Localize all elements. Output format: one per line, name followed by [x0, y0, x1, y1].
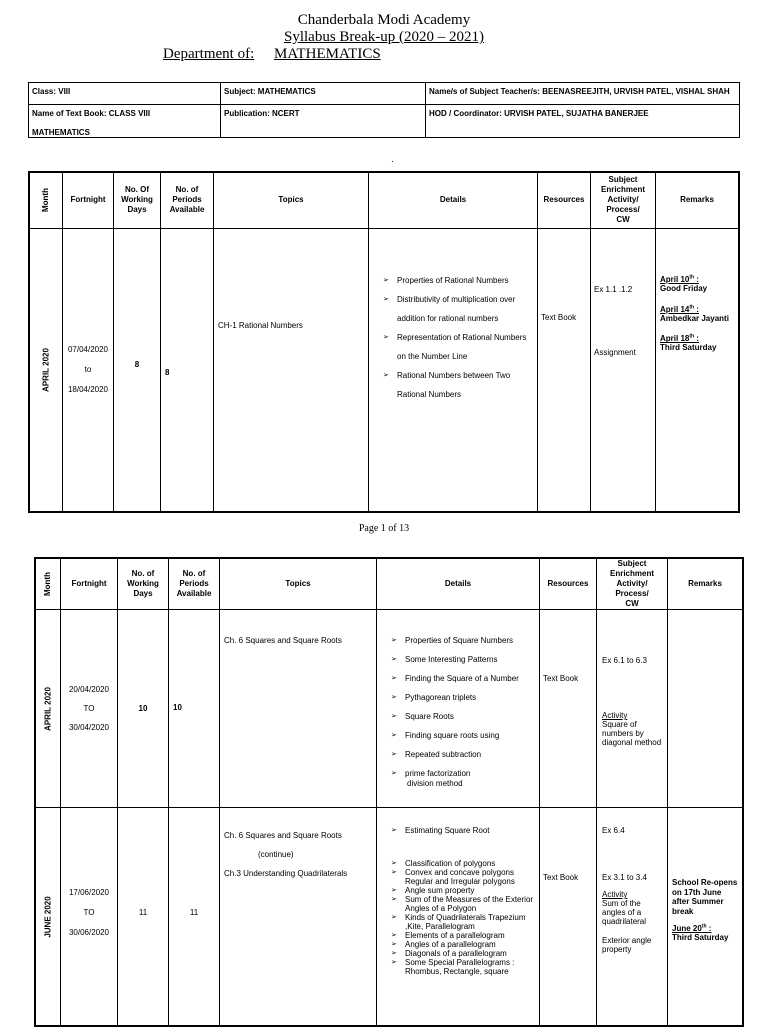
working-days-cell: 11: [118, 808, 169, 1027]
list-item: ➢ prime factorization: [381, 769, 535, 779]
list-item: ➢ Finding the Square of a Number: [381, 674, 535, 684]
topics-header: Topics: [214, 172, 369, 228]
page-number: Page 1 of 13: [358, 523, 410, 534]
periods-header: No. of Periods Available: [169, 558, 220, 610]
fortnight-cell: 07/04/2020 to 18/04/2020: [63, 228, 114, 512]
list-item: ➢ Angle sum property: [381, 886, 535, 895]
remarks-cell: [668, 808, 744, 1027]
fortnight-header: Fortnight: [61, 558, 118, 610]
list-item: division method: [407, 778, 463, 788]
enrichment-cell: Ex 1.1 .1.2 Assignment: [591, 228, 656, 512]
list-item: ➢ Elements of a parallelogram: [381, 931, 535, 940]
list-item: ➢ Distributivity of multiplication over addition for rational numbers: [373, 290, 533, 328]
remarks-cell: [668, 610, 744, 808]
topics-header: Topics: [220, 558, 377, 610]
class-cell: Class: VIII: [29, 83, 221, 105]
hod-cell: HOD / Coordinator: URVISH PATEL, SUJATHA BANERJEE: [426, 105, 740, 138]
info-table: [28, 82, 740, 138]
details-cell: [377, 610, 540, 808]
remark-1: April 10th : Good Friday: [660, 274, 708, 294]
list-item: ➢ Finding square roots using: [381, 731, 535, 741]
fortnight-cell: 20/04/2020 TO 30/04/2020: [61, 610, 118, 808]
details-cell: [377, 808, 540, 1027]
topic-cell: Ch. 6 Squares and Square Roots (continue) Ch.3 Understanding Quadrilaterals: [220, 808, 377, 1027]
working-days-header: No. of Working Days: [118, 558, 169, 610]
list-item: ➢ Square Roots: [381, 712, 535, 722]
month-cell: JUNE 2020: [35, 808, 61, 1027]
list-item: ➢ Angles of a parallelogram: [381, 940, 535, 949]
plan-table-2: [34, 557, 744, 1027]
list-item: ➢ Some Interesting Patterns: [381, 655, 535, 665]
list-item: ➢ Some Special Parallelograms : Rhombus, Rectangle, square: [381, 958, 535, 976]
list-item: ➢ Diagonals of a parallelogram: [381, 949, 535, 958]
enrichment-header: Subject Enrichment Activity/ Process/ CW: [591, 172, 656, 228]
enrichment-header: Subject Enrichment Activity/ Process/ CW: [597, 558, 668, 610]
resources-header: Resources: [538, 172, 591, 228]
remark-reopen: School Re-opens on 17th June after Summer break: [672, 878, 738, 916]
table-row: [35, 610, 743, 808]
list-item: ➢ Kinds of Quadrilaterals Trapezium ,Kite, Parallelogram: [381, 913, 535, 931]
list-item: ➢ Repeated subtraction: [381, 750, 535, 760]
remark-2: April 14th : Ambedkar Jayanti: [660, 304, 729, 323]
periods-header: No. of Periods Available: [161, 172, 214, 228]
working-days-cell: 8: [114, 228, 161, 512]
list-item: ➢ Estimating Square Root: [381, 826, 535, 835]
periods-cell: 10: [169, 610, 220, 808]
publication-cell: Publication: NCERT: [221, 105, 426, 138]
list-item: ➢ Convex and concave polygons Regular and Irregular polygons: [381, 868, 535, 886]
resources-cell: Text Book: [538, 228, 591, 512]
table-row: [29, 228, 739, 512]
remark-june: June 20th : Third Saturday: [672, 923, 729, 943]
list-item: ➢ Sum of the Measures of the Exterior Angles of a Polygon: [381, 895, 535, 913]
textbook-line1: Name of Text Book: CLASS VIII: [32, 109, 151, 118]
list-item: ➢ Properties of Square Numbers: [381, 636, 535, 646]
remarks-header: Remarks: [668, 558, 744, 610]
subject-cell: Subject: MATHEMATICS: [221, 83, 426, 105]
resources-header: Resources: [540, 558, 597, 610]
table-row: [35, 808, 743, 1027]
topic-cell: CH-1 Rational Numbers: [214, 228, 369, 512]
month-cell: APRIL 2020: [35, 610, 61, 808]
fortnight-header: Fortnight: [63, 172, 114, 228]
remarks-header: Remarks: [656, 172, 740, 228]
list-item: ➢ Classification of polygons: [381, 859, 535, 868]
working-days-cell: 10: [118, 610, 169, 808]
month-cell: APRIL 2020: [29, 228, 63, 512]
periods-cell: 8: [161, 228, 214, 512]
department-name: MATHEMATICS: [273, 46, 381, 62]
separator-dot: .: [391, 154, 394, 165]
fortnight-cell: 17/06/2020 TO 30/06/2020: [61, 808, 118, 1027]
topic-cell: Ch. 6 Squares and Square Roots: [220, 610, 377, 808]
periods-cell: 11: [169, 808, 220, 1027]
resources-cell: Text Book: [540, 808, 597, 1027]
school-name: Chanderbala Modi Academy: [297, 12, 471, 28]
enrichment-cell: Ex 6.1 to 6.3 Activity Square of numbers by diagonal method: [597, 610, 668, 808]
department-label: Department of:: [163, 46, 255, 62]
teachers-cell: Name/s of Subject Teacher/s: BEENASREEJITH, URVISH PATEL, VISHAL SHAH: [426, 83, 740, 105]
details-header: Details: [377, 558, 540, 610]
details-header: Details: [369, 172, 538, 228]
department-line: [0, 46, 768, 63]
month-header: Month: [35, 558, 61, 610]
syllabus-title: Syllabus Break-up (2020 – 2021): [284, 29, 484, 45]
enrichment-cell: Ex 6.4 Ex 3.1 to 3.4 Activity Sum of the angles of a quadrilateral Exterior angle property: [597, 808, 668, 1027]
remarks-cell: [656, 228, 740, 512]
plan-table-1: [28, 171, 740, 513]
resources-cell: Text Book: [540, 610, 597, 808]
list-item: ➢ Representation of Rational Numbers on the Number Line: [373, 328, 533, 366]
list-item: ➢ Rational Numbers between Two Rational Numbers: [373, 366, 533, 404]
textbook-cell: [29, 105, 221, 138]
list-item: ➢ Pythagorean triplets: [381, 693, 535, 703]
remark-3: April 18th : Third Saturday: [660, 333, 717, 353]
textbook-line2: MATHEMATICS: [32, 128, 90, 137]
working-days-header: No. Of Working Days: [114, 172, 161, 228]
details-cell: [369, 228, 538, 512]
list-item: ➢ Properties of Rational Numbers: [373, 271, 533, 290]
month-header: Month: [29, 172, 63, 228]
